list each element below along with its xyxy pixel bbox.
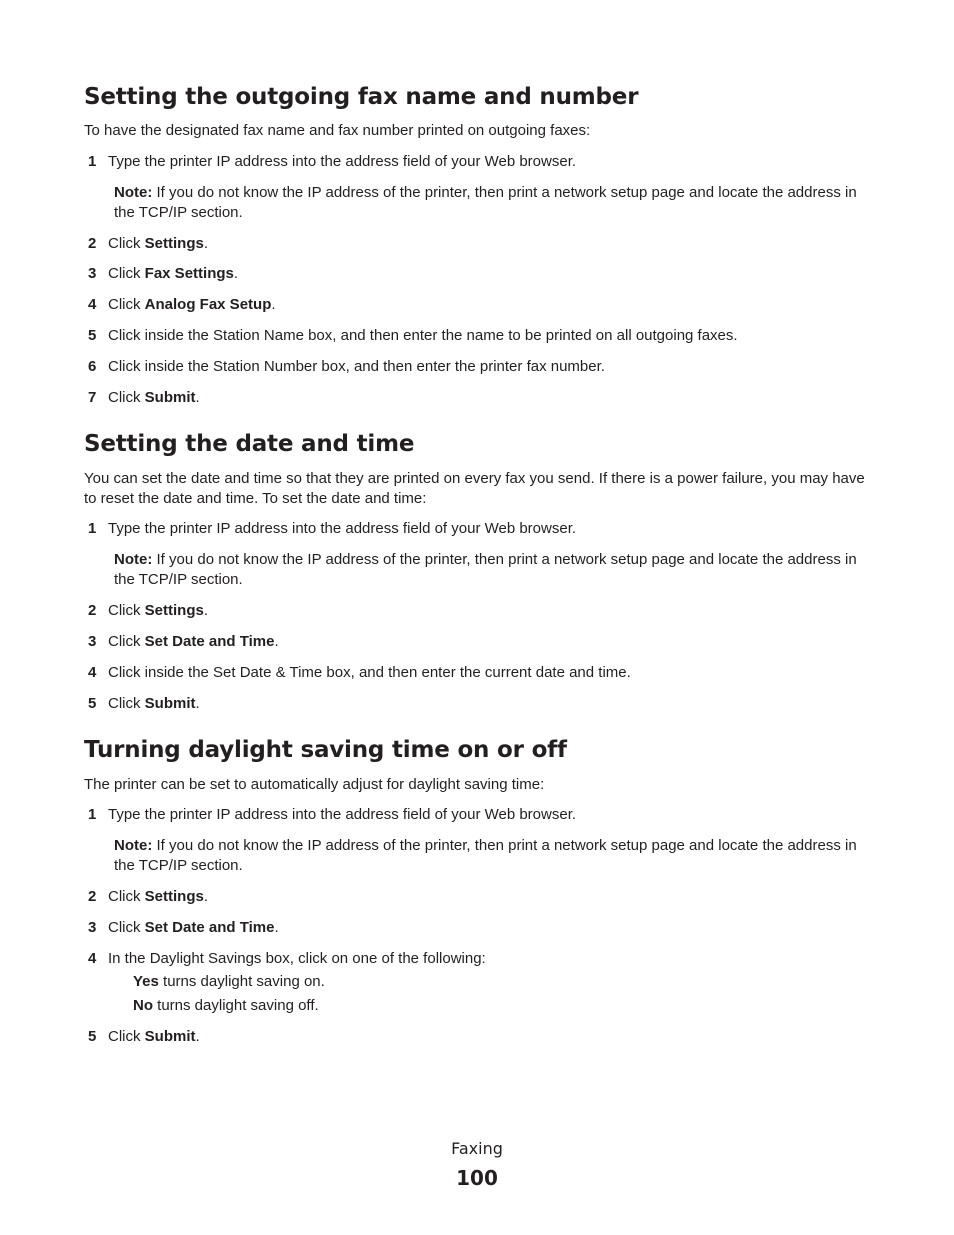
step-text [108, 632, 878, 652]
step-text-prefix: Click [108, 602, 145, 619]
step-number: 1 [88, 520, 97, 537]
step-text: Type the printer IP address into the address field of your Web browser. [108, 520, 577, 537]
footer-section-name: Faxing [451, 1139, 503, 1158]
step-text-suffix: . [203, 602, 209, 619]
step-text-bold: Submit [144, 695, 196, 712]
step-text-bold: Fax Settings [144, 265, 234, 282]
step-text-suffix: . [233, 265, 239, 282]
note-text: If you do not know the IP address of the printer, then print a network setup page and locate the address in the TCP/IP section. [114, 184, 857, 221]
note [114, 183, 874, 223]
step-text [108, 601, 878, 621]
step-text-bold: Settings [144, 888, 204, 905]
step-text [108, 295, 878, 315]
step-number: 4 [88, 664, 97, 681]
step-text [108, 234, 878, 254]
note [114, 550, 874, 590]
step-number: 3 [88, 919, 97, 936]
option-label: No [133, 997, 153, 1014]
step-text-bold: Set Date and Time [144, 633, 275, 650]
step-text-prefix: Click [108, 389, 145, 406]
step-number: 1 [88, 153, 97, 170]
note-text: If you do not know the IP address of the printer, then print a network setup page and locate the address in the TCP/IP section. [114, 837, 857, 874]
step-number: 2 [88, 602, 97, 619]
step-text [108, 918, 878, 938]
step-text-suffix: . [203, 888, 209, 905]
step-number: 3 [88, 633, 97, 650]
step-text-suffix: . [274, 633, 279, 650]
step-number: 7 [88, 389, 97, 406]
note-label: Note: [114, 551, 153, 568]
option-label: Yes [133, 973, 159, 990]
step-number: 2 [88, 235, 97, 252]
step-text-suffix: . [271, 296, 276, 313]
note-label: Note: [114, 184, 153, 201]
step-text-prefix: Click [108, 296, 145, 313]
note [114, 836, 874, 876]
section-intro: To have the designated fax name and fax number printed on outgoing faxes: [84, 122, 591, 139]
step-text-suffix: . [195, 695, 200, 712]
note-text: If you do not know the IP address of the printer, then print a network setup page and locate the address in the TCP/IP section. [114, 551, 857, 588]
step-text-suffix: . [195, 389, 200, 406]
step-text-bold: Set Date and Time [144, 919, 275, 936]
step-number: 5 [88, 1028, 97, 1045]
option-yes [133, 972, 325, 992]
step-text-bold: Submit [144, 389, 196, 406]
option-no [133, 996, 319, 1016]
step-text-prefix: Click [108, 265, 145, 282]
page-number: 100 [456, 1166, 498, 1190]
step-number: 4 [88, 296, 97, 313]
step-text: Click inside the Station Name box, and then enter the name to be printed on all outgoing faxes. [108, 327, 738, 344]
step-number: 5 [88, 695, 97, 712]
step-number: 5 [88, 327, 97, 344]
section-heading-fax-name: Setting the outgoing fax name and number [84, 84, 639, 110]
step-text-prefix: Click [108, 695, 145, 712]
option-text: turns daylight saving on. [158, 973, 325, 990]
step-text-bold: Submit [144, 1028, 196, 1045]
step-text-bold: Settings [144, 235, 204, 252]
step-text [108, 694, 878, 714]
step-text-prefix: Click [108, 235, 145, 252]
step-text [108, 264, 878, 284]
step-text: Type the printer IP address into the address field of your Web browser. [108, 153, 577, 170]
step-number: 3 [88, 265, 97, 282]
option-text: turns daylight saving off. [153, 997, 319, 1014]
section-intro: You can set the date and time so that they are printed on every fax you send. If there is a power failure, you may have to reset the date and time. To set the date and time: [84, 470, 865, 507]
step-text: Click inside the Set Date & Time box, and then enter the current date and time. [108, 664, 631, 681]
step-text: Click inside the Station Number box, and then enter the printer fax number. [108, 358, 605, 375]
step-text: In the Daylight Savings box, click on one of the following: [108, 950, 486, 967]
step-text [108, 1027, 878, 1047]
note-label: Note: [114, 837, 153, 854]
step-text-prefix: Click [108, 919, 145, 936]
section-heading-date-time: Setting the date and time [84, 431, 415, 457]
step-text [108, 388, 878, 408]
step-text-prefix: Click [108, 1028, 145, 1045]
step-text-suffix: . [195, 1028, 200, 1045]
step-text-bold: Analog Fax Setup [144, 296, 272, 313]
step-text [108, 887, 878, 907]
step-text-prefix: Click [108, 888, 145, 905]
step-text-suffix: . [274, 919, 279, 936]
step-number: 2 [88, 888, 97, 905]
step-number: 1 [88, 806, 97, 823]
step-text: Type the printer IP address into the address field of your Web browser. [108, 806, 577, 823]
section-heading-daylight-saving: Turning daylight saving time on or off [84, 737, 567, 763]
step-number: 6 [88, 358, 97, 375]
step-text-prefix: Click [108, 633, 145, 650]
step-text-suffix: . [203, 235, 209, 252]
step-number: 4 [88, 950, 97, 967]
section-intro: The printer can be set to automatically adjust for daylight saving time: [84, 776, 545, 793]
step-text-bold: Settings [144, 602, 204, 619]
